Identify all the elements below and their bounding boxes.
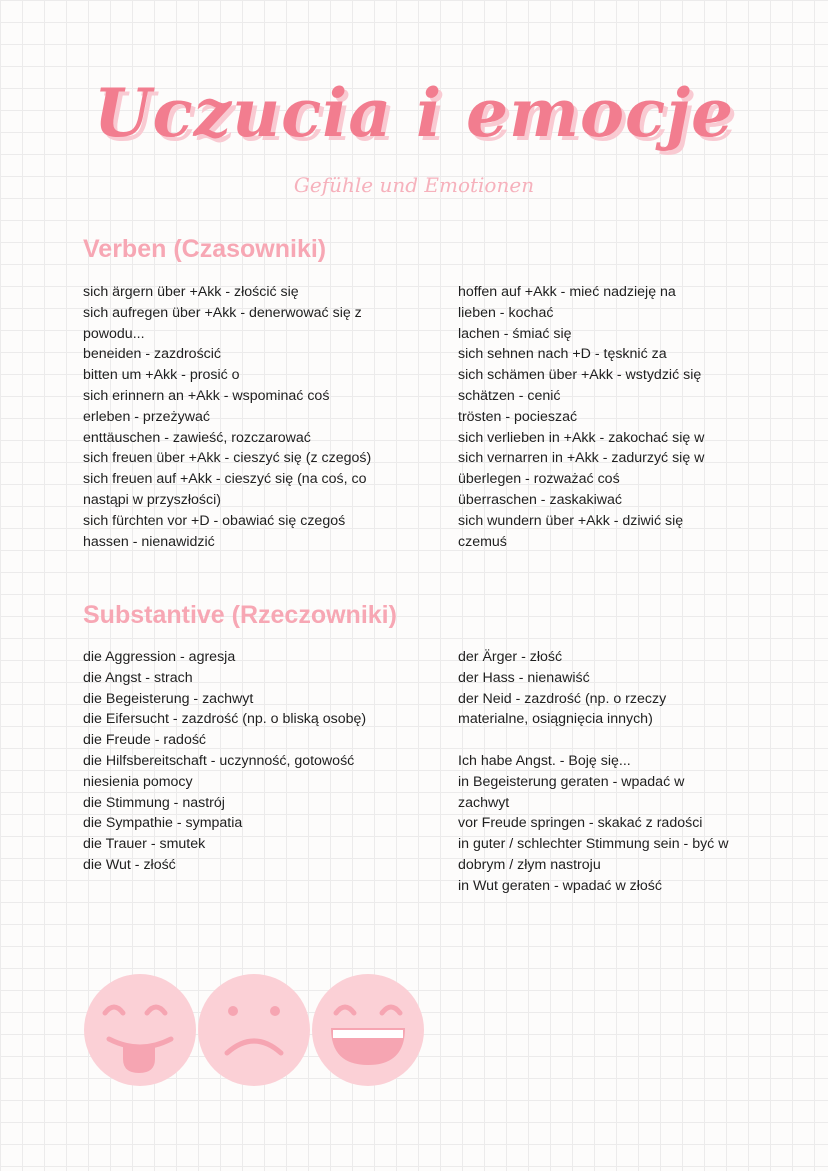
tongue-out-face-icon	[84, 974, 196, 1086]
list-item: sich schämen über +Akk - wstydzić się	[458, 367, 702, 384]
list-item: die Eifersucht - zazdrość (np. o bliską osobę)	[83, 711, 367, 728]
list-item: lachen - śmiać się	[458, 325, 572, 342]
list-item: die Wut - złość	[83, 856, 176, 873]
phrase-item: Ich habe Angst. - Boję się...	[458, 752, 631, 769]
list-item: die Begeisterung - zachwyt	[83, 690, 254, 707]
nouns-left-list	[83, 647, 423, 876]
verbs-right-list	[458, 282, 758, 552]
verbs-left-list	[83, 282, 423, 552]
list-item: die Aggression - agresja	[83, 649, 236, 665]
list-item: lieben - kochać	[458, 304, 554, 321]
list-item: überraschen - zaskakiwać	[458, 491, 623, 508]
list-item: bitten um +Akk - prosić o	[83, 367, 240, 384]
phrase-item: in Begeisterung geraten - wpadać w zachwyt	[458, 773, 685, 811]
list-item: sich freuen über +Akk - cieszyć się (z czegoś)	[83, 450, 372, 467]
list-item: die Trauer - smutek	[83, 836, 206, 853]
page-title: Uczucia i emocje	[93, 74, 735, 152]
list-item: sich vernarren in +Akk - zadurzyć się w	[458, 450, 705, 467]
list-item: sich fürchten vor +D - obawiać się czegoś	[83, 512, 346, 529]
list-item: der Neid - zazdrość (np. o rzeczy materialne, osiągnięcia innych)	[458, 690, 667, 728]
list-item: überlegen - rozważać coś	[458, 471, 620, 488]
list-item: trösten - pocieszać	[458, 408, 578, 425]
nouns-right-list	[458, 647, 758, 897]
list-item: sich erinnern an +Akk - wspominać coś	[83, 387, 330, 404]
list-item: sich sehnen nach +D - tęsknić za	[458, 346, 667, 363]
emoji-faces	[83, 973, 427, 1087]
list-item: die Stimmung - nastrój	[83, 794, 225, 811]
section-heading-verbs: Verben (Czasowniki)	[83, 235, 327, 263]
phrase-item: in Wut geraten - wpadać w złość	[458, 877, 662, 894]
phrase-item: vor Freude springen - skakać z radości	[458, 815, 703, 832]
list-item: der Ärger - złość	[458, 649, 563, 665]
list-item: beneiden - zazdrościć	[83, 346, 222, 363]
list-item: sich wundern über +Akk - dziwić się czemuś	[458, 512, 684, 550]
list-item: die Freude - radość	[83, 732, 207, 749]
list-item: schätzen - cenić	[458, 387, 561, 404]
list-item: hassen - nienawidzić	[83, 533, 215, 550]
list-item: die Sympathie - sympatia	[83, 815, 243, 832]
list-item: sich verlieben in +Akk - zakochać się w	[458, 429, 705, 446]
list-item: der Hass - nienawiść	[458, 669, 590, 686]
sad-face-icon	[198, 974, 310, 1086]
list-item: hoffen auf +Akk - mieć nadzieję na	[458, 284, 676, 300]
list-item: enttäuschen - zawieść, rozczarować	[83, 429, 311, 446]
section-heading-nouns: Substantive (Rzeczowniki)	[83, 601, 397, 629]
page-subtitle: Gefühle und Emotionen	[293, 173, 535, 197]
list-item: die Angst - strach	[83, 669, 193, 686]
phrase-item: in guter / schlechter Stimmung sein - być w dobrym / złym nastroju	[458, 836, 729, 873]
list-item: sich freuen auf +Akk - cieszyć się (na coś, co nastąpi w przyszłości)	[83, 471, 367, 508]
list-item: sich ärgern über +Akk - złościć się	[83, 284, 299, 300]
laughing-face-icon	[312, 974, 424, 1086]
list-item: erleben - przeżywać	[83, 408, 210, 425]
list-item: die Hilfsbereitschaft - uczynność, gotowość niesienia pomocy	[83, 752, 355, 790]
list-item: sich aufregen über +Akk - denerwować się z powodu...	[83, 304, 362, 342]
